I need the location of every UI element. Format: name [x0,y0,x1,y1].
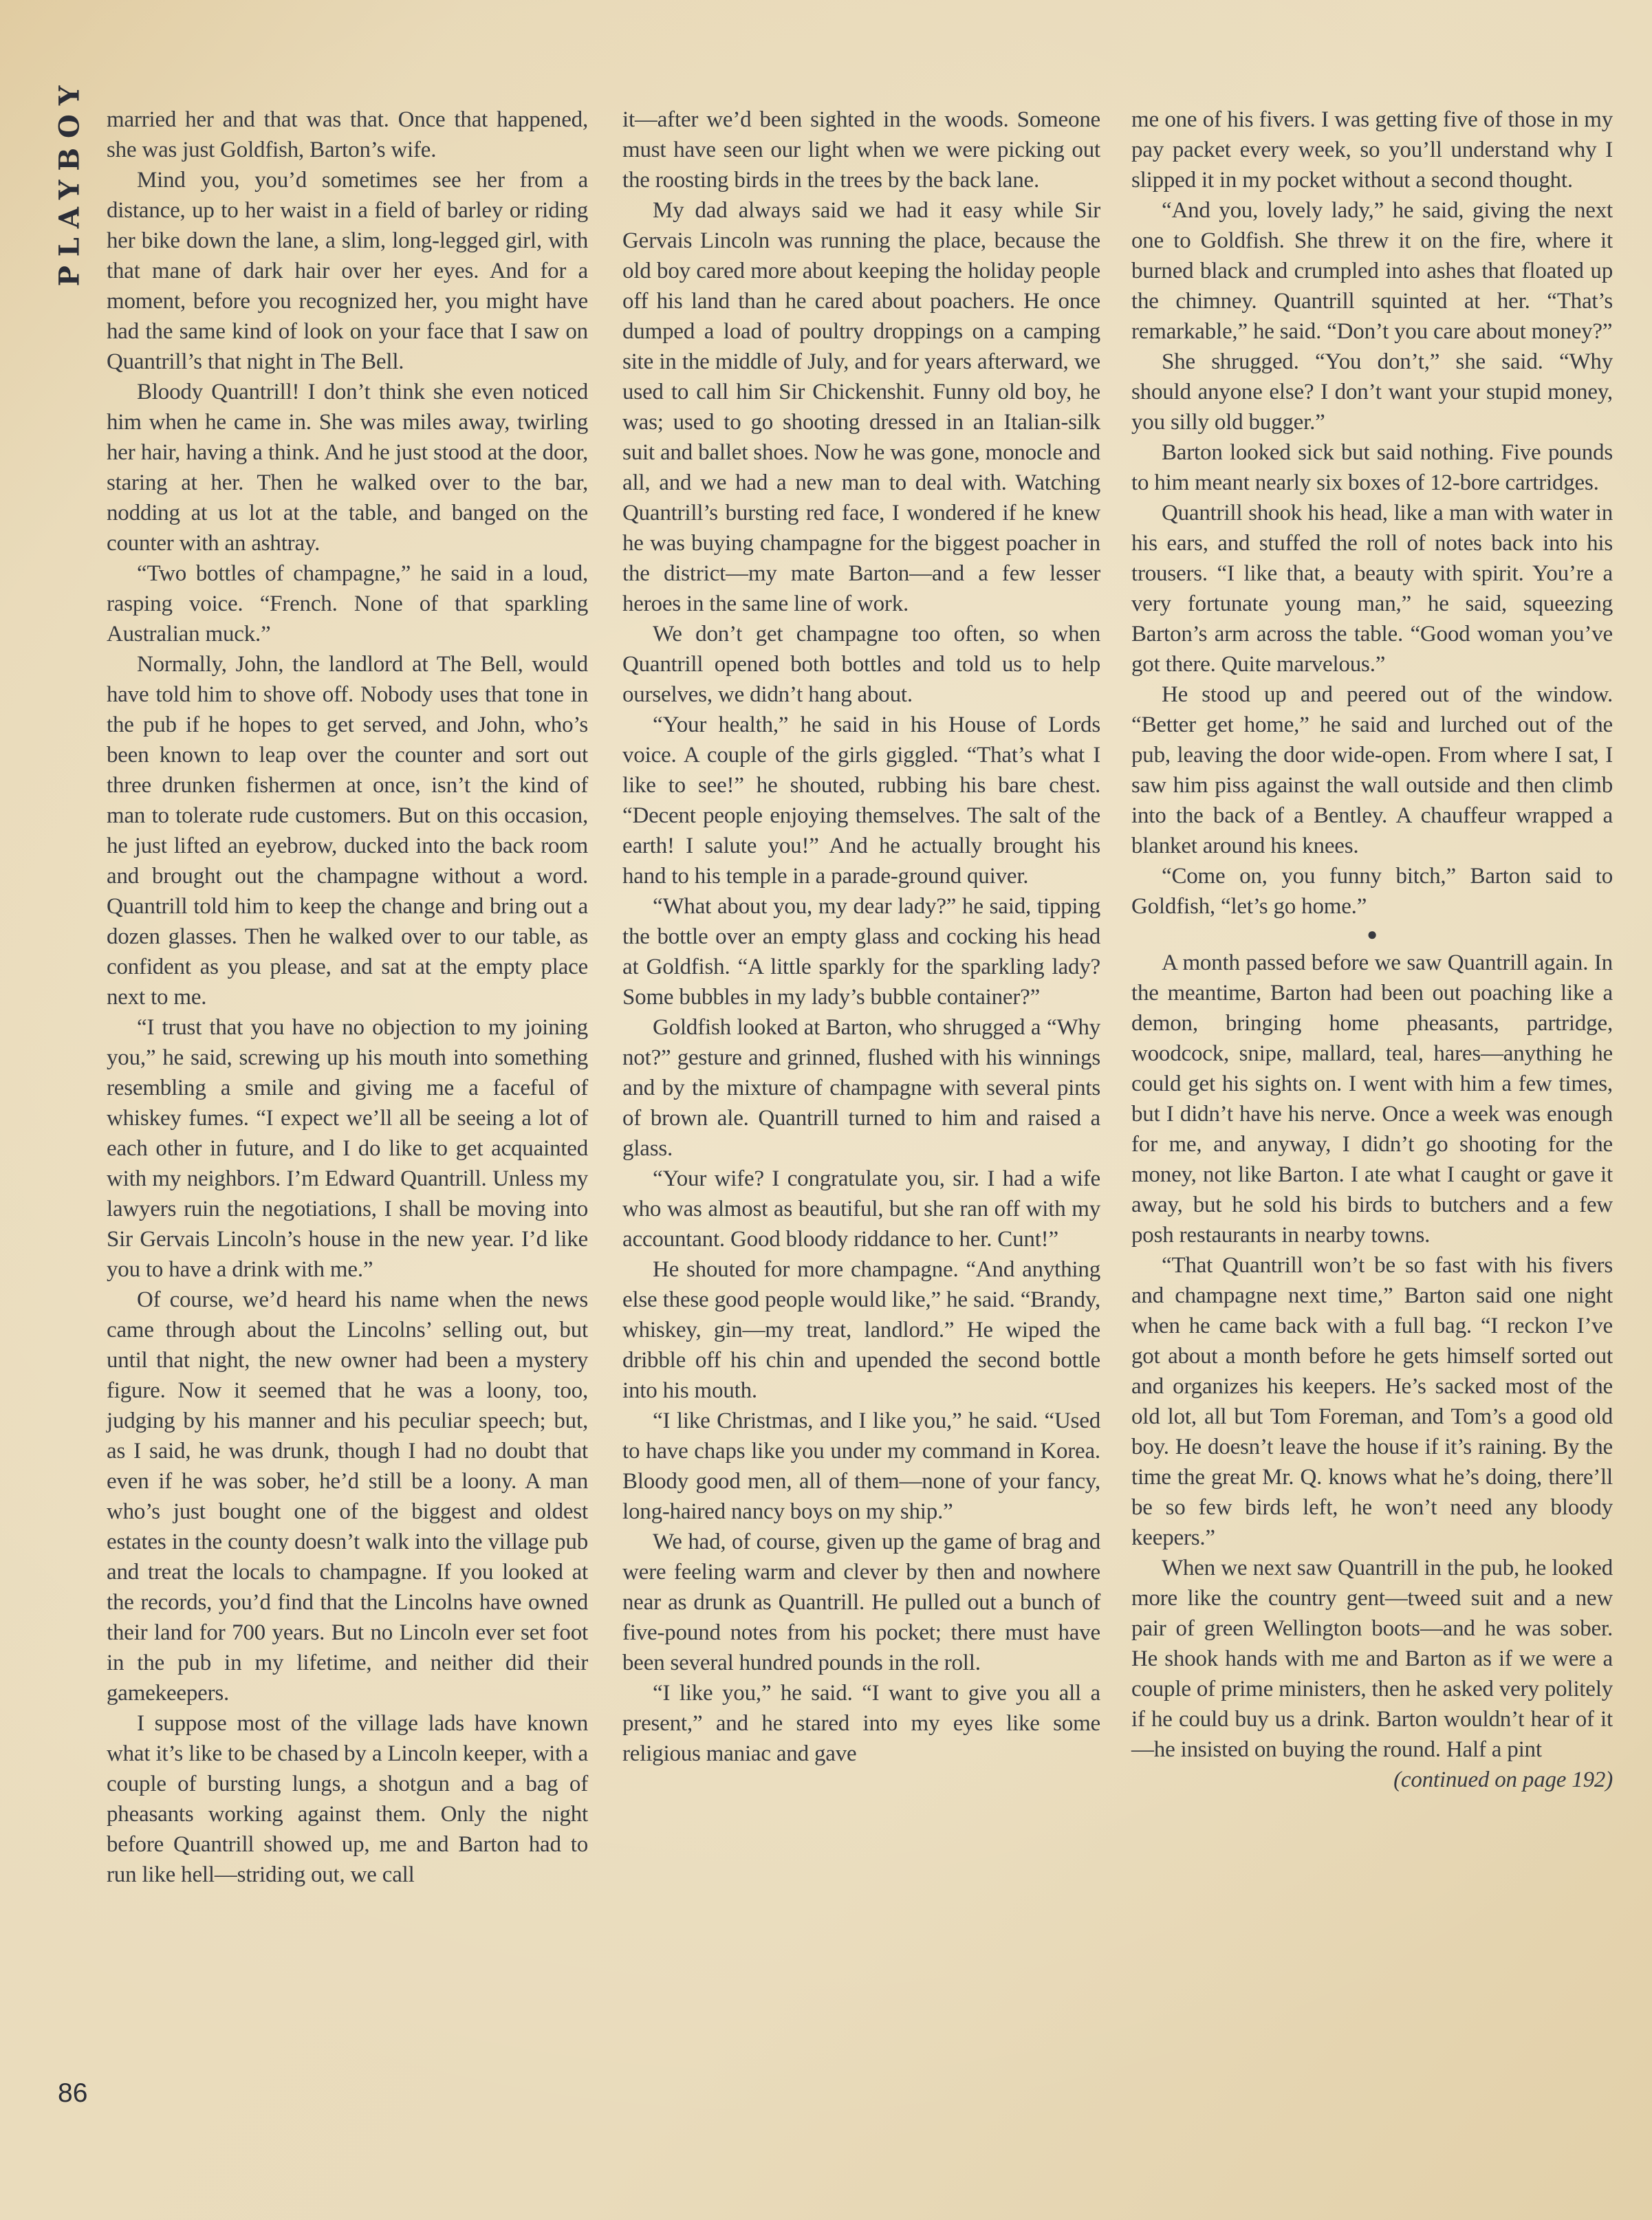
paragraph: “I like Christmas, and I like you,” he said. “Used to have chaps like you under my command in Korea. Bloody good men, all of them—none of your fancy, long-haired nancy boys on my ship.” [622,1408,1100,1524]
paragraph: I suppose most of the village lads have known what it’s like to be chased by a Lincoln keeper, with a couple of bursting lungs, a shotgun and a bag of pheasants working against them. Only the night before Quantrill showed up, me and Barton had to run like hell—striding out, we call [107,1711,588,1887]
text-column-1 [107,105,588,1890]
paragraph: Barton looked sick but said nothing. Five pounds to him meant nearly six boxes of 12-bore cartridges. [1131,440,1613,495]
paragraph: Quantrill shook his head, like a man with water in his ears, and stuffed the roll of notes back into his trousers. “I like that, a beauty with spirit. You’re a very fortunate young man,” he said, squeezing Barton’s arm across the table. “Good woman you’ve got there. Quite marvelous.” [1131,501,1613,677]
text-column-2 [622,105,1100,1769]
paragraph: me one of his fivers. I was getting five of those in my pay packet every week, so you’ll understand why I slipped it in my pocket without a second thought. [1131,107,1613,193]
page-number: 86 [58,2078,88,2108]
paragraph: He shouted for more champagne. “And anything else these good people would like,” he said. “Brandy, whiskey, gin—my treat, landlord.” He wiped the dribble off his chin and upended the second bottle into his mouth. [622,1257,1100,1403]
paragraph: “Two bottles of champagne,” he said in a loud, rasping voice. “French. None of that sparkling Australian muck.” [107,561,588,646]
paragraph: A month passed before we saw Quantrill again. In the meantime, Barton had been out poaching like a demon, bringing home pheasants, partridge, woodcock, snipe, mallard, teal, hares—anything he could get his sights on. I went with him a few times, but I didn’t have his nerve. Once a week was enough for me, and anyway, I didn’t go shooting for the money, not like Barton. I ate what I caught or gave it away, but he sold his birds to butchers and a few posh restaurants in nearby towns. [1131,950,1613,1248]
paragraph: “I like you,” he said. “I want to give you all a present,” and he stared into my eyes like some religious maniac and gave [622,1681,1100,1766]
text-column-3 [1131,105,1613,1795]
continued-note: (continued on page 192) [1393,1767,1613,1792]
paragraph: My dad always said we had it easy while Sir Gervais Lincoln was running the place, because the old boy cared more about keeping the holiday people off his land than he cared about poachers. He once dumped a load of poultry droppings on a camping site in the middle of July, and for years afterward, we used to call him Sir Chickenshit. Funny old boy, he was; used to go shooting dressed in an Italian-silk suit and ballet shoes. Now he was gone, monocle and all, and we had a new man to deal with. Watching Quantrill’s bursting red face, I wondered if he knew he was buying champagne for the biggest poacher in the district—my mate Barton—and a few lesser heroes in the same line of work. [622,198,1100,616]
paragraph: “That Quantrill won’t be so fast with his fivers and champagne next time,” Barton said one night when he came back with a full bag. “I reckon I’ve got about a month before he gets himself sorted out and organizes his keepers. He’s sacked most of the old lot, all but Tom Foreman, and Tom’s a good old boy. He doesn’t leave the house if it’s raining. By the time the great Mr. Q. knows what he’s doing, there’ll be so few birds left, he won’t need any bloody keepers.” [1131,1253,1613,1550]
paragraph: She shrugged. “You don’t,” she said. “Why should anyone else? I don’t want your stupid money, you silly old bugger.” [1131,349,1613,435]
paragraph: Bloody Quantrill! I don’t think she even noticed him when he came in. She was miles away, twirling her hair, having a think. And he just stood at the door, staring at her. Then he walked over to the bar, nodding at us lot at the table, and banged on the counter with an ashtray. [107,380,588,556]
paragraph: it—after we’d been sighted in the woods. Someone must have seen our light when we were picking out the roosting birds in the trees by the back lane. [622,107,1100,193]
paragraph: “Come on, you funny bitch,” Barton said to Goldfish, “let’s go home.” [1131,864,1613,919]
paragraph: Mind you, you’d sometimes see her from a distance, up to her waist in a field of barley or riding her bike down the lane, a slim, long-legged girl, with that mane of dark hair over her eyes. And for a moment, before you recognized her, you might have had the same kind of look on your face that I saw on Quantrill’s that night in The Bell. [107,168,588,374]
paragraph: “Your wife? I congratulate you, sir. I had a wife who was almost as beautiful, but she ran off with my accountant. Good bloody riddance to her. Cunt!” [622,1166,1100,1252]
paragraph: “What about you, my dear lady?” he said, tipping the bottle over an empty glass and cocking his head at Goldfish. “A little sparkly for the sparkling lady? Some bubbles in my lady’s bubble container?” [622,894,1100,1010]
section-break-bullet: ● [1367,924,1378,944]
paragraph: We had, of course, given up the game of brag and were feeling warm and clever by then and nowhere near as drunk as Quantrill. He pulled out a bunch of five-pound notes from his pocket; there must have been several hundred pounds in the roll. [622,1530,1100,1675]
magazine-brand-vertical: PLAYBOY [53,76,86,287]
paragraph: “Your health,” he said in his House of Lords voice. A couple of the girls giggled. “That’s what I like to see!” he shouted, rubbing his bare chest. “Decent people enjoying themselves. The salt of the earth! I salute you!” And he actually brought his hand to his temple in a parade-ground quiver. [622,712,1100,889]
paragraph: Goldfish looked at Barton, who shrugged a “Why not?” gesture and grinned, flushed with his winnings and by the mixture of champagne with several pints of brown ale. Quantrill turned to him and raised a glass. [622,1015,1100,1161]
paragraph: Of course, we’d heard his name when the news came through about the Lincolns’ selling out, but until that night, the new owner had been a mystery figure. Now it seemed that he was a loony, too, judging by his manner and his peculiar speech; but, as I said, he was drunk, though I had no doubt that even if he was sober, he’d still be a loony. A man who’s just bought one of the biggest and oldest estates in the county doesn’t walk into the village pub and treat the locals to champagne. If you looked at the records, you’d find that the Lincolns have owned their land for 700 years. But no Lincoln ever set foot in the pub in my lifetime, and neither did their gamekeepers. [107,1287,588,1706]
paragraph: When we next saw Quantrill in the pub, he looked more like the country gent—tweed suit and a new pair of green Wellington boots—and he was sober. He shook hands with me and Barton as if we were a couple of prime ministers, then he asked very politely if he could buy us a drink. Barton wouldn’t hear of it—he insisted on buying the round. Half a pint [1131,1556,1613,1762]
paragraph: married her and that was that. Once that happened, she was just Goldfish, Barton’s wife. [107,107,588,162]
paragraph: He stood up and peered out of the window. “Better get home,” he said and lurched out of the pub, leaving the door wide-open. From where I sat, I saw him piss against the wall outside and then climb into the back of a Bentley. A chauffeur wrapped a blanket around his knees. [1131,682,1613,858]
paragraph: Normally, John, the landlord at The Bell, would have told him to shove off. Nobody uses that tone in the pub if he hopes to get served, and John, who’s been known to leap over the counter and sort out three drunken fishermen at once, isn’t the kind of man to tolerate rude customers. But on this occasion, he just lifted an eyebrow, ducked into the back room and brought out the champagne without a word. Quantrill told him to keep the change and bring out a dozen glasses. Then he walked over to our table, as confident as you please, and sat at the empty place next to me. [107,652,588,1010]
paragraph: “I trust that you have no objection to my joining you,” he said, screwing up his mouth into something resembling a smile and giving me a faceful of whiskey fumes. “I expect we’ll all be seeing a lot of each other in future, and I do like to get acquainted with my neighbors. I’m Edward Quantrill. Unless my lawyers ruin the negotiations, I shall be moving into Sir Gervais Lincoln’s house in the new year. I’d like you to have a drink with me.” [107,1015,588,1282]
paragraph: “And you, lovely lady,” he said, giving the next one to Goldfish. She threw it on the fire, where it burned black and crumpled into ashes that floated up the chimney. Quantrill squinted at her. “That’s remarkable,” he said. “Don’t you care about money?” [1131,198,1613,344]
paragraph: We don’t get champagne too often, so when Quantrill opened both bottles and told us to help ourselves, we didn’t hang about. [622,622,1100,707]
